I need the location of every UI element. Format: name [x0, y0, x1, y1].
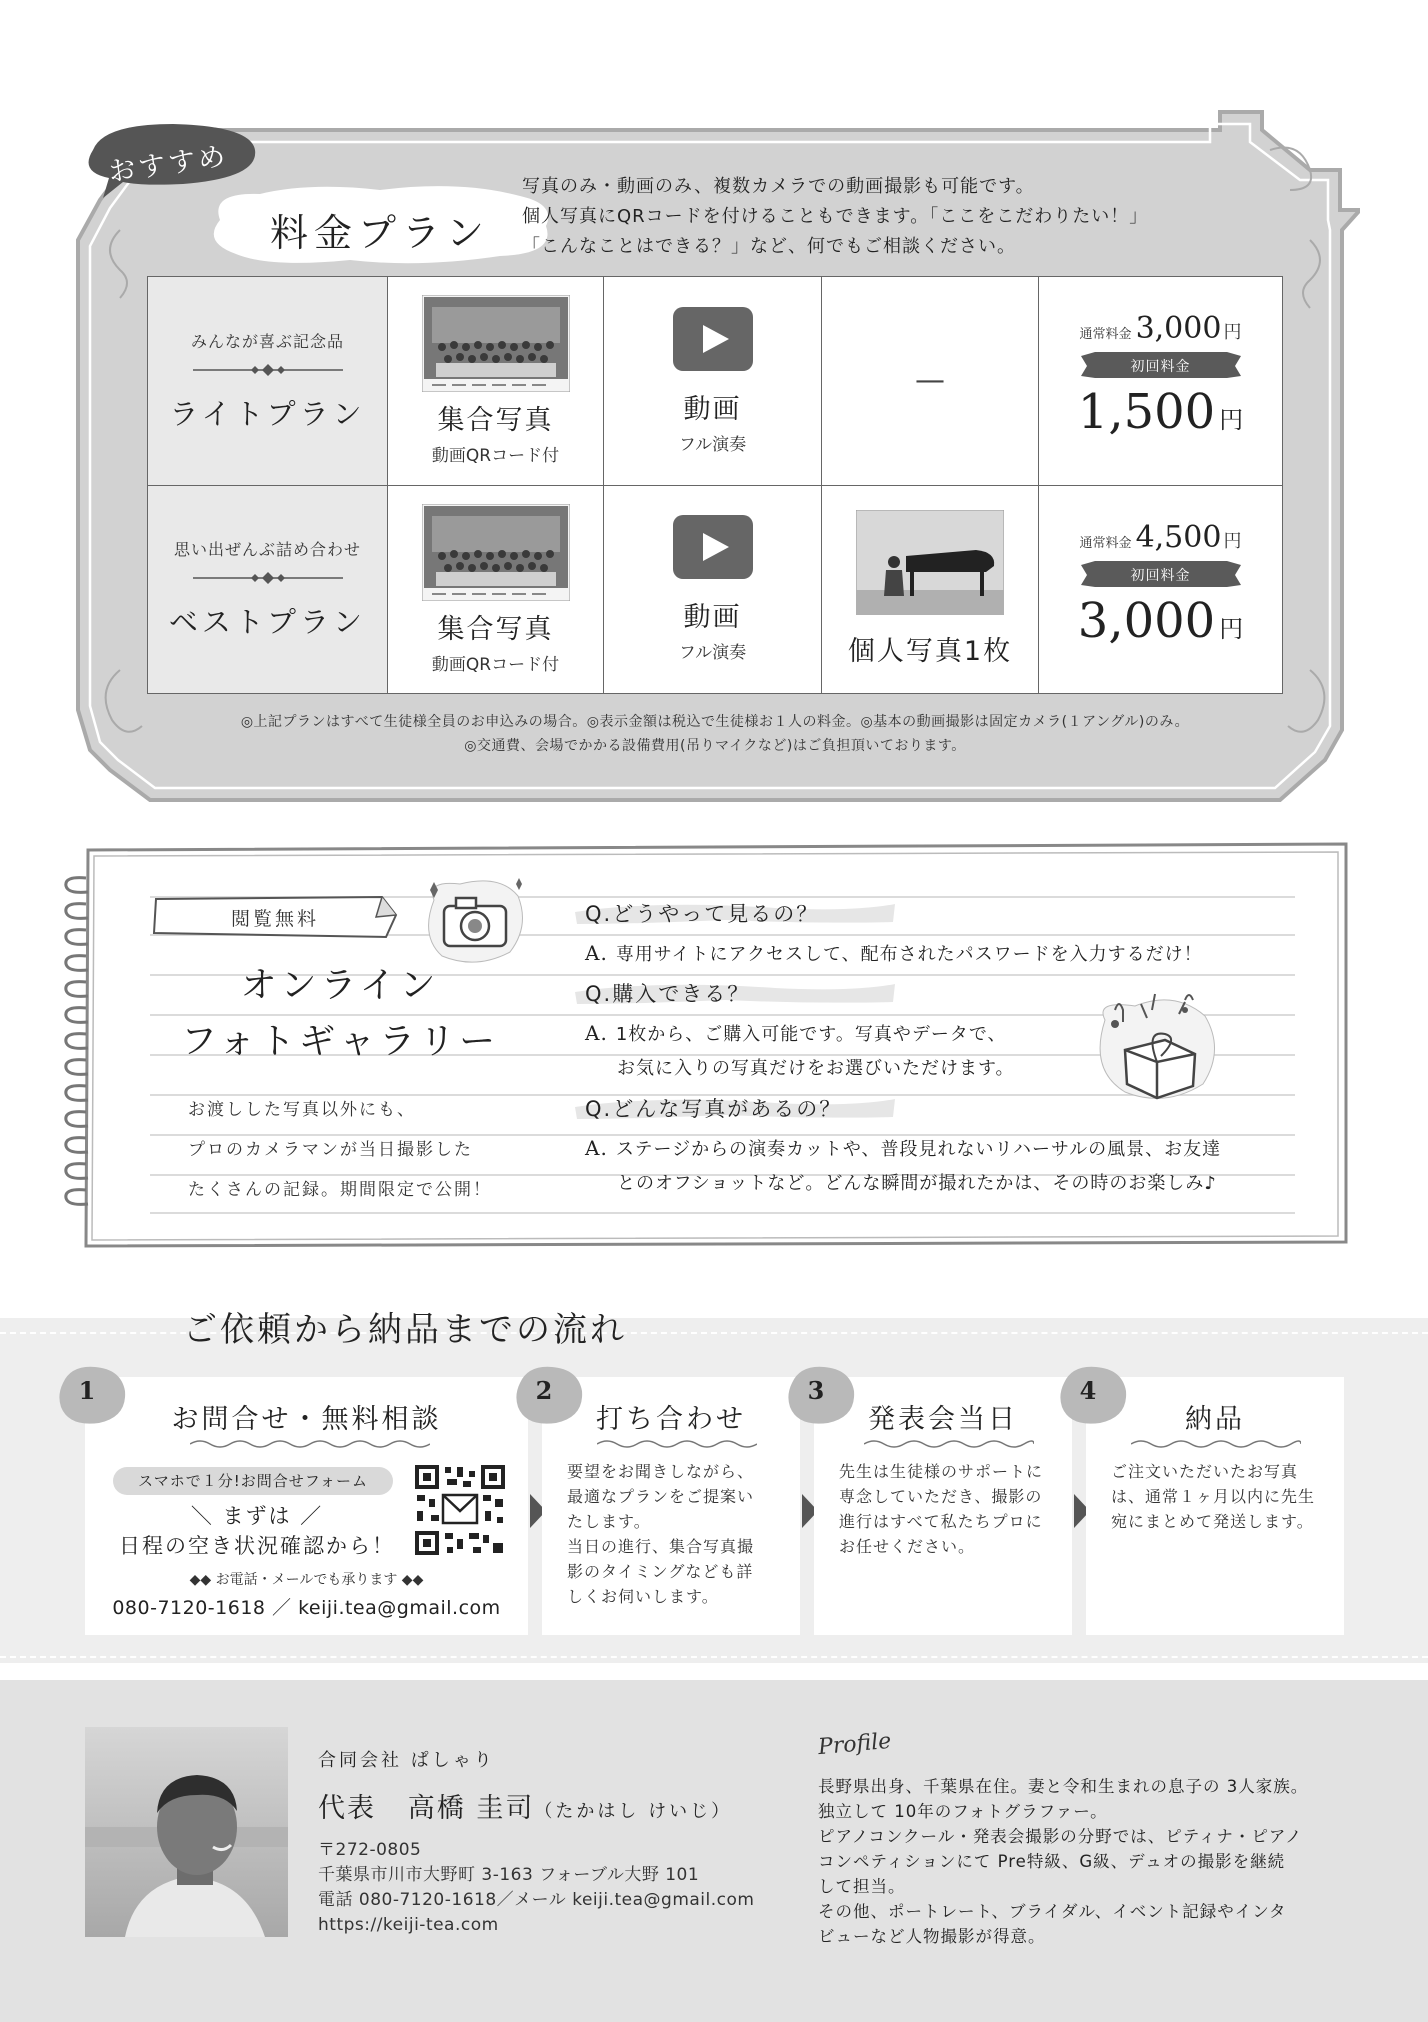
yen-unit: 円	[1219, 406, 1244, 435]
answer-line: とのオフショットなど。どんな瞬間が撮れたかは、その時のお楽しみ♪	[617, 1173, 1217, 1194]
extra-cell	[822, 277, 1039, 486]
step-title: 納品	[1185, 1404, 1245, 1435]
play-icon	[673, 307, 753, 371]
extra-cell	[822, 485, 1039, 694]
step-body	[567, 1459, 782, 1609]
plan-title: 料金プラン	[269, 211, 490, 255]
desc-line: お渡しした写真以外にも、	[188, 1100, 416, 1120]
contact-lead	[107, 1501, 407, 1561]
contact-tel-note: ◆◆ お電話・メールでも承ります ◆◆	[189, 1572, 424, 1588]
first-price-value: 3,000	[1077, 592, 1216, 649]
plan-row-light	[148, 277, 1283, 486]
price-cell	[1039, 277, 1283, 486]
camera-icon	[420, 870, 530, 970]
play-icon	[673, 515, 753, 579]
plan-name: ベストプラン	[168, 605, 367, 640]
body-line: 専念していただき、撮影の	[839, 1487, 1043, 1506]
wave-divider	[1131, 1439, 1301, 1449]
step-title: 発表会当日	[868, 1404, 1018, 1435]
profile-line: その他、ポートレート、ブライダル、イベント記録やインタ	[818, 1902, 1287, 1921]
body-line: しくお伺いします。	[567, 1587, 719, 1606]
plan-title-block	[200, 180, 560, 266]
photo-sub: 動画QRコード付	[431, 654, 560, 675]
price-cell	[1039, 485, 1283, 694]
recommend-badge-text: おすすめ	[106, 140, 231, 189]
gallery-title-line: オンライン	[240, 965, 440, 1006]
answer-line: 1枚から、ご購入可能です。写真やデータで、	[615, 1024, 1007, 1045]
body-line: ご注文いただいたお写真	[1111, 1462, 1299, 1481]
answer-line: 専用サイトにアクセスして、配布されたパスワードを入力するだけ！	[615, 944, 1203, 965]
video-cell	[604, 485, 822, 694]
free-view-label	[150, 895, 400, 939]
group-photo-cell	[388, 277, 604, 486]
rep-kana: （たかはし けいじ）	[534, 1801, 733, 1822]
gallery-title	[160, 958, 520, 1070]
answer	[585, 936, 1305, 972]
wave-divider	[190, 1439, 430, 1449]
contact-tel[interactable]: 080-7120-1618 ／ keiji.tea@gmail.com	[112, 1597, 501, 1619]
normal-price	[1039, 311, 1282, 346]
normal-price	[1039, 520, 1282, 555]
body-line: 先生は生徒様のサポートに	[839, 1462, 1044, 1481]
intro-line: 「こんなことはできる？」など、何でもご相談ください。	[522, 236, 1016, 257]
representative	[318, 1786, 732, 1825]
body-line: は、通常１ヶ月以内に先生	[1111, 1487, 1316, 1506]
qa-item	[585, 898, 1305, 972]
gallery-section	[70, 840, 1360, 1250]
photo-label: 集合写真	[437, 405, 554, 437]
body-line: 影のタイミングなども詳	[567, 1562, 754, 1581]
gift-box-icon	[1085, 980, 1225, 1110]
flow-step-2	[535, 1376, 800, 1635]
profile-label: Profile	[817, 1728, 893, 1761]
step-title: お問合せ・無料相談	[171, 1404, 442, 1435]
plan-row-best	[148, 485, 1283, 694]
dashed-divider	[0, 1656, 1428, 1658]
plan-subtitle: みんなが喜ぶ記念品	[190, 331, 344, 351]
normal-price-value: 3,000	[1135, 311, 1222, 347]
flow-title: ご依頼から納品までの流れ	[183, 1310, 627, 1350]
desc-line: プロのカメラマンが当日撮影した	[188, 1140, 473, 1160]
photo-label: 集合写真	[437, 613, 554, 645]
group-photo-image	[422, 504, 570, 601]
yen-unit: 円	[1223, 530, 1242, 552]
normal-price-label: 通常料金	[1079, 327, 1132, 343]
first-price	[1039, 382, 1282, 450]
answer	[585, 1131, 1305, 1201]
answer-line: ステージからの演奏カットや、普段見れないリハーサルの風景、お友達	[615, 1139, 1222, 1160]
first-price-label: 初回料金	[1130, 567, 1191, 584]
portrait-photo	[85, 1727, 288, 1937]
answer-mark: A.	[585, 1136, 608, 1160]
company-name: 合同会社 ぱしゃり	[318, 1750, 495, 1771]
profile-line: ビューなど人物撮影が得意。	[818, 1927, 1046, 1946]
group-photo-cell	[388, 485, 604, 694]
answer-mark: A.	[585, 941, 608, 965]
flow-step-1	[78, 1376, 528, 1635]
plan-notes	[70, 710, 1360, 758]
normal-price-label: 通常料金	[1079, 535, 1132, 551]
profile-line: コンペティションにて Pre特級、G級、デュオの撮影を継続	[818, 1852, 1286, 1871]
postal-code: 〒272-0805	[318, 1840, 422, 1860]
step-body	[1111, 1459, 1326, 1534]
body-line: 要望をお聞きしながら、	[567, 1462, 755, 1481]
qr-code-icon[interactable]	[413, 1463, 507, 1557]
plan-table	[147, 276, 1283, 694]
first-price-ribbon	[1081, 350, 1241, 380]
first-price-label: 初回料金	[1130, 359, 1191, 376]
profile-text	[818, 1774, 1348, 1949]
piano-photo-image	[856, 510, 1004, 615]
group-photo-image	[422, 295, 570, 392]
profile-line: して担当。	[818, 1877, 906, 1896]
photo-sub: 動画QRコード付	[431, 446, 560, 467]
profile-line: 長野県出身、千葉県在住。妻と令和生まれの息子の 3人家族。	[818, 1777, 1309, 1796]
flow-step-3	[807, 1376, 1072, 1635]
body-line: お任せください。	[839, 1537, 976, 1556]
yen-unit: 円	[1219, 614, 1244, 643]
rep-name: 高橋 圭司	[407, 1793, 535, 1824]
normal-price-value: 4,500	[1135, 519, 1222, 555]
step-number: 2	[535, 1376, 553, 1405]
video-sub: フル演奏	[678, 434, 747, 455]
step-title: 打ち合わせ	[596, 1404, 746, 1435]
profile-line: 独立して 10年のフォトグラファー。	[818, 1802, 1108, 1821]
intro-line: 個人写真にQRコードを付けることもできます。「ここをこだわりたい！」	[522, 206, 1149, 227]
question: Q.どうやって見るの？	[585, 898, 1305, 928]
step-number: 4	[1079, 1376, 1097, 1405]
phone-email[interactable]: 電話 080-7120-1618／メール keiji.tea@gmail.com	[318, 1890, 755, 1910]
answer-line: お気に入りの写真だけをお選びいただけます。	[617, 1058, 1015, 1079]
spiral-rings-icon	[58, 870, 98, 1230]
body-line: 当日の進行、集合写真撮	[567, 1537, 755, 1556]
step-body	[839, 1459, 1054, 1559]
video-sub: フル演奏	[678, 643, 747, 664]
intro-line: 写真のみ・動画のみ、複数カメラでの動画撮影も可能です。	[522, 176, 1035, 197]
address-block	[318, 1838, 754, 1938]
lead-line: ＼ まずは ／	[190, 1504, 324, 1528]
ornament-icon	[193, 572, 343, 584]
first-price	[1039, 591, 1282, 659]
note-line: ◎交通費、会場でかかる設備費用(吊りマイクなど)はご負担頂いております。	[464, 738, 966, 754]
plan-intro	[522, 172, 1322, 262]
question: Q.購入できる？	[585, 978, 1305, 1008]
video-cell	[604, 277, 822, 486]
body-line: 最適なプランをご提案い	[567, 1487, 755, 1506]
gallery-title-line: フォトギャラリー	[180, 1021, 500, 1062]
website-link[interactable]: https://keiji-tea.com	[318, 1915, 499, 1935]
plan-subtitle: 思い出ぜんぶ詰め合わせ	[173, 540, 361, 560]
first-price-ribbon	[1081, 559, 1241, 589]
body-line: 進行はすべて私たちプロに	[839, 1512, 1043, 1531]
free-view-text: 閲覧無料	[230, 908, 319, 930]
profile-line: ピアノコンクール・発表会撮影の分野では、ピティナ・ピアノ	[818, 1827, 1303, 1846]
note-line: ◎上記プランはすべて生徒様全員のお申込みの場合。◎表示金額は税込で生徒様お１人の料金。◎基本の動画撮影は固定カメラ(１アングル)のみ。	[240, 714, 1190, 730]
plan-name-cell	[148, 277, 388, 486]
answer-mark: A.	[585, 1021, 608, 1045]
body-line: 宛にまとめて発送します。	[1111, 1512, 1314, 1531]
pricing-section	[70, 110, 1360, 810]
question: Q.どんな写真があるの？	[585, 1093, 1305, 1123]
step-number: 3	[807, 1376, 825, 1405]
desc-line: たくさんの記録。期間限定で公開！	[188, 1180, 492, 1200]
extra-none: —	[915, 363, 945, 399]
yen-unit: 円	[1223, 322, 1242, 344]
body-line: たします。	[567, 1512, 651, 1531]
plan-name: ライトプラン	[169, 396, 366, 431]
contact-form-pill[interactable]: スマホで１分!お問合せフォーム	[113, 1467, 393, 1495]
street-address: 千葉県市川市大野町 3-163 フォーブル大野 101	[318, 1865, 700, 1885]
rep-title: 代表	[318, 1793, 376, 1824]
lead-line: 日程の空き状況確認から！	[119, 1534, 395, 1558]
wave-divider	[597, 1439, 757, 1449]
gallery-description	[188, 1090, 528, 1210]
step-number: 1	[78, 1376, 96, 1405]
ornament-icon	[193, 364, 343, 376]
video-label: 動画	[683, 602, 742, 634]
video-label: 動画	[683, 393, 742, 425]
first-price-value: 1,500	[1077, 384, 1216, 441]
extra-label: 個人写真1枚	[847, 636, 1013, 668]
plan-name-cell	[148, 485, 388, 694]
wave-divider	[864, 1439, 1034, 1449]
flow-step-4	[1079, 1376, 1344, 1635]
